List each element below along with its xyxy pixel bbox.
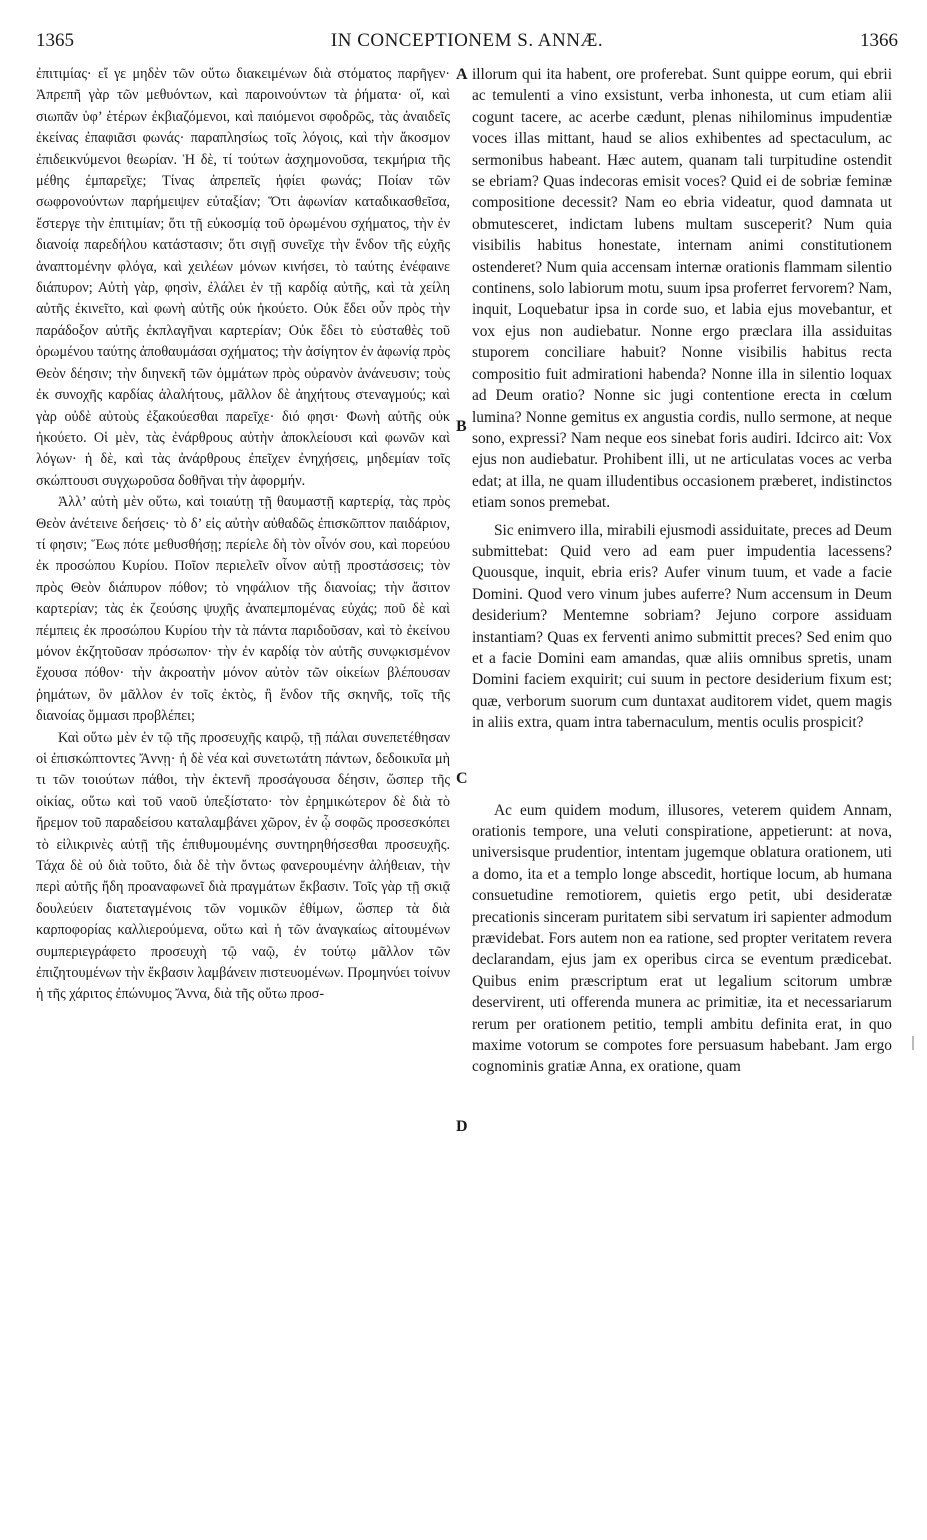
running-header [36, 30, 898, 54]
greek-paragraph-1: ἐπιτιμίας· εἴ γε μηδὲν τῶν οὕτω διακειμένων διὰ στόματος παρῆγεν· Ἀπρεπῆ γὰρ τῶν μεθυόντων, καὶ παροινούντων τὰ ῥήματα· οἵ, καὶ σιωπᾶν ὑφ’ ἑτέρων ἐκβιαζόμενοι, καὶ παιόμενοι σφοδρῶς, τὰς ἀναιδεῖς ἐκείνας ἐπαφιᾶσι φωνάς· παραπλησίως τοῖς λόγοις, καὶ τὴν ἄκοσμον ἐπιδεικνύμενοι θεωρίαν. Ἡ δὲ, τί τούτων ἀσχημονοῦσα, τεκμήρια τῆς μέθης ἐμπαρεῖχε; Τίνας ἀπρεπεῖς ἠφίει φωνάς; Ποίαν τῶν σωφρονούντων παρήμειψεν εὐταξίαν; Ὅτι ἀφωνίαν καταδικασθεῖσα, ἔστεργε τὴν ἐπιτιμίαν; ὅτι τῇ εὐκοσμίᾳ τοῦ ὁρωμένου σχήματος, τὴν ἐν διανοίᾳ παρεδήλου κατάστασιν; ὅτι σιγῇ συνεῖχε τὴν ἔνδον τῆς εὐχῆς ἀναπτομένην φλόγα, καὶ χειλέων μόνων κινήσει, τὸ ταύτης ἐνέφαινε διάπυρον; Αὐτὴ γὰρ, φησὶν, ἐλάλει ἐν τῇ καρδίᾳ αὐτῆς, καὶ τὰ χείλη αὐτῆς ἐκινεῖτο, καὶ φωνὴ αὐτῆς οὐκ ἠκούετο. Οὐκ ἔδει οὖν πρὸς τὴν παράδοξον αὐτῆς ἐκπλαγῆναι καρτερίαν; Οὐκ ἔδει τὸ εὐσταθὲς τοῦ ὁρωμένου ταύτης ἀποθαυμάσαι σχήματος; τὴν ἀσίγητον ἐν ἀφωνίᾳ πρὸς Θεὸν δέησιν; τὴν διηνεκῆ τῶν ὀμμάτων πρὸς οὐρανὸν ἀνάνευσιν; τοὺς ἐκ συνοχῆς καρδίας ἀλαλήτους, μᾶλλον δὲ ἀηχήτους στεναγμούς; καὶ γὰρ οὐδὲ αὐτοὺς ἐξακούεσθαι παρεῖχε· διό φησι· Φωνὴ αὐτῆς οὐκ ἠκούετο. Οἱ μὲν, τὰς ἐνάρθρους αὐτὴν ἀποκλείουσι καὶ φωνῶν καὶ λόγων· ἡ δὲ, καὶ τὰς ἀνάρθρους ἐπεῖχεν ἐνηχήσεις, μηδεμίαν τοῖς σκώπτουσι συγχωροῦσα δοθῆναι τὴν ἀφορμήν. [36, 66, 450, 489]
latin-paragraph-1: illorum qui ita habent, ore proferebat. Sunt quippe eorum, qui ebrii ac temulenti a vino exsistunt, verba inhonesta, ut cum etiam alii cogunt tacere, ac acerbe cædunt, plenas nihilominus impudentiæ voces illas mittant, haud se alios exhibentes ad spectaculum, ac sermonibus habeant. Hæc autem, quanam tali turpitudine ostendit se ebriam? Quas indecoras emisit voces? Quid ei de sobriæ feminæ compositione decessit? Nam eo ebria videatur, quod damnata ut obmutesceret, indictam lubens multam susceperit? Num quia visibilis habitus honestate, internam animi constitutionem ostenderet? Num quia accensam internæ orationis flammam silentio continens, solo labiorum motu, suum ipsa proferret fervorem? Nam, inquit, Loquebatur ipsa in corde suo, et labia ejus movebantur, et vox ejus non audiebatur. Nonne ergo præclara illa assiduitas stuporem conciliare habuit? Nonne visibilis habitus recta compositio fuit admirationi habenda? Nonne illa in silentio loquax ad Deum oratio? Nonne sic jugi contentione erecta in cœlum lumina? Nonne gemitus ex angustia cordis, nullo sermone, at neque sono, expressi? Nam neque eos sinebat foris audiri. Idcirco ait: Vox ejus non audiebatur. Prohibent illi, ut ne articulatas voces ac verba edat; at illa, ne quam illudentibus occasionem præberet, indistinctos etiam sonos premebat. [472, 66, 892, 512]
margin-mark [912, 1036, 914, 1050]
section-marker-a: A [456, 66, 468, 83]
page-number-left: 1365 [36, 30, 74, 51]
latin-column [472, 64, 892, 1078]
latin-paragraph-3: Ac eum quidem modum, illusores, veterem quidem Annam, orationis tempore, una veluti conspiratione, appetierunt: at nova, universisque prudentior, intentam jugemque oblatura orationem, uti a domo, ita et a templo longe abscedit, hortique locum, ab humana consuetudine remotiorem, quietis ergo petit, ubi desideratæ precationis sinceram puritatem sibi servatum iri sapienter admodum prævidebat. Fors autem non ea ratione, sed propter veritatem revera declarandam, ejus jam ex operibus circa se eventum prædicebat. Quibus enim præscriptum erat ut legalium scitorum umbræ deservirent, uti offerenda munera ac primitiæ, ita et necessariarum rerum per orationem petitio, templi ambitu definita erat, in quo maxime votorum se compotes fore persuasum habebant. Jam ergo cognominis gratiæ Anna, ex oratione, quam [472, 801, 892, 1076]
greek-paragraph-2: Ἀλλ’ αὐτὴ μὲν οὕτω, καὶ τοιαύτῃ τῇ θαυμαστῇ καρτερίᾳ, τὰς πρὸς Θεὸν ἀνέτεινε δεήσεις· τὸ δ’ εἰς αὐτὴν αὐθαδῶς ἐπισκῶπτον παιδάριον, τί φησιν; Ἕως πότε μεθυσθήσῃ; περίελε δὴ τὸν οἶνόν σου, καὶ πορεύου ἐκ προσώπου Κυρίου. Ποῖον περιελεῖν οἶνον αὐτῇ προστάσσεις; τὸν πρὸς Θεὸν διάπυρον πόθον; τὸ νηφάλιον τῆς διανοίας; τὴν ἄσιτον καρτερίαν; τὰς ἐκ ζεούσης ψυχῆς ἀναπεμπομένας εὐχάς; ποῦ δὲ καὶ πέμπεις ἐκ προσώπου Κυρίου τὴν τὰ πάντα παριδοῦσαν, καὶ τὸ ἐκείνου μόνον ἐκζητοῦσαν πρόσωπον· τὴν ἐν καρδίᾳ τὸν αὐτῆς συνῳκισμένον ἔχουσα πόθον· τὴν ἀκροατὴν μόνον αὐτὸν τῶν οἰκείων βλέπουσαν ῥημάτων, ὃν μᾶλλον ἐν τοῖς ἐκτὸς, ἢ ἔνδον τῆς σκηνῆς, τοῖς τῆς διανοίας ὄμμασι προβλέπει; [36, 494, 450, 725]
greek-column [36, 64, 450, 1006]
running-title: IN CONCEPTIONEM S. ANNÆ. [330, 30, 604, 51]
section-marker-c: C [456, 770, 468, 787]
page-number-right: 1366 [860, 30, 898, 51]
greek-paragraph-3: Καὶ οὕτω μὲν ἐν τῷ τῆς προσευχῆς καιρῷ, τῇ πάλαι συνεπετέθησαν οἱ ἐπισκώπτοντες Ἄννῃ· ἡ δὲ νέα καὶ συνετωτάτη πάντων, δεδοικυῖα μὴ τι τῶν τοιούτων πάθοι, τὴν ἐκτενῆ προσάγουσα δέησιν, ὥσπερ τῆς οἰκίας, οὕτω καὶ τοῦ ναοῦ ὑπεξίστατο· τὸν ἐρημικώτερον δὲ διὰ τὸ ἤρεμον τοῦ παραδείσου καταλαμβάνει χῶρον, ἐν ᾧ σοφῶς προσεσκόπει τὸ εἰλικρινὲς αὐτῇ τῆς ἐπιθυμουμένης συντηρηθήσεσθαι προσευχῆς. Τάχα δὲ οὐ διὰ τοῦτο, διὰ δὲ τὴν ὄντως φανερουμένην ἀλήθειαν, τὴν περὶ αὐτῆς ἤδη προαναφωνεῖ διὰ πραγμάτων ἔκβασιν. Τοῖς γὰρ τῇ σκιᾷ δουλεύειν διατεταγμένοις τῶν νομικῶν ἐθίμων, ὥσπερ τὰ διὰ καρποφορίας καλλιερούμενα, οὕτω καὶ ἡ τῶν ἀναγκαίως αἰτουμένων συμπεριεγράφετο προσευχὴ τῷ ναῷ, ἐν τούτῳ μᾶλλον τῶν ἐπιζητουμένων τὴν ἔκβασιν λαμβάνειν πιστευομένων. Προμηνύει τοίνυν ἡ τῆς χάριτος ἐπώνυμος Ἄννα, διὰ τῆς οὕτω προσ- [36, 729, 450, 1003]
latin-paragraph-2: Sic enimvero illa, mirabili ejusmodi assiduitate, preces ad Deum submittebat: Quid vero ad eam puer impudentia lacessens? Quousque, inquit, ebria eris? Aufer vinum tuum, et vade a facie Domini. Quod vero vinum jubes auferre? Num accensum in Deum desiderium? Mentemne sobriam? Jejuno corpore assiduam instantiam? Quas ex ferventi animo submittit preces? Sed enim quo et a facie Domini eam amandas, quæ aliis omnibus spretis, unam Domini faciem exquirit; cui suum in pectore desiderium fixum est; quæ, verborum suorum cum duntaxat auditorem videt, quem magis in aliis extra, quam intra tabernaculum, mentis oculis prospicit? [472, 521, 892, 732]
section-marker-d: D [456, 1118, 468, 1135]
section-marker-b: B [456, 418, 467, 435]
